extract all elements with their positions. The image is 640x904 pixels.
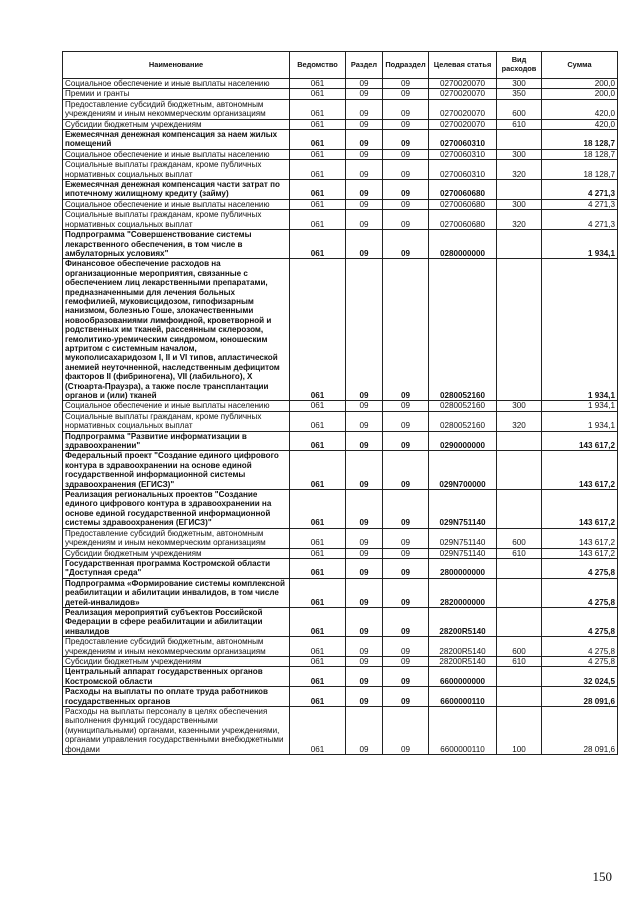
cell-vedomstvo: 061 <box>290 230 346 259</box>
cell-sum: 32 024,5 <box>542 667 618 687</box>
cell-podrazdel: 09 <box>383 259 429 401</box>
table-row <box>63 558 618 578</box>
cell-razdel: 09 <box>346 180 383 200</box>
cell-podrazdel: 09 <box>383 656 429 666</box>
cell-razdel: 09 <box>346 160 383 180</box>
cell-razdel: 09 <box>346 259 383 401</box>
header-name: Наименование <box>63 52 290 79</box>
cell-podrazdel: 09 <box>383 490 429 529</box>
cell-name: Государственная программа Костромской области "Доступная среда" <box>63 558 290 578</box>
cell-expense-type: 320 <box>497 210 542 230</box>
cell-podrazdel: 09 <box>383 401 429 411</box>
cell-name: Социальное обеспечение и иные выплаты населению <box>63 401 290 411</box>
cell-expense-type <box>497 667 542 687</box>
table-row <box>63 79 618 89</box>
table-row <box>63 528 618 548</box>
table-row <box>63 578 618 607</box>
cell-sum: 4 275,8 <box>542 637 618 657</box>
cell-name: Расходы на выплаты персоналу в целях обеспечения выполнения функций государственными (муниципальными) органами, казенными учреждениями, органами управления государственными внебюджетными фондами <box>63 707 290 755</box>
table-row <box>63 687 618 707</box>
cell-vedomstvo: 061 <box>290 558 346 578</box>
table-row <box>63 490 618 529</box>
cell-expense-type: 610 <box>497 119 542 129</box>
cell-sum: 18 128,7 <box>542 149 618 159</box>
cell-vedomstvo: 061 <box>290 548 346 558</box>
cell-name: Ежемесячная денежная компенсация за наем жилых помещений <box>63 130 290 150</box>
cell-razdel: 09 <box>346 578 383 607</box>
cell-expense-type <box>497 130 542 150</box>
cell-vedomstvo: 061 <box>290 259 346 401</box>
cell-vedomstvo: 061 <box>290 667 346 687</box>
cell-podrazdel: 09 <box>383 89 429 99</box>
table-row <box>63 180 618 200</box>
cell-target-article: 28200R5140 <box>429 607 497 636</box>
cell-podrazdel: 09 <box>383 431 429 451</box>
cell-sum: 1 934,1 <box>542 230 618 259</box>
table-row <box>63 431 618 451</box>
cell-vedomstvo: 061 <box>290 687 346 707</box>
cell-sum: 420,0 <box>542 99 618 119</box>
cell-name: Субсидии бюджетным учреждениям <box>63 548 290 558</box>
cell-target-article: 0270020070 <box>429 79 497 89</box>
cell-expense-type: 300 <box>497 149 542 159</box>
cell-podrazdel: 09 <box>383 548 429 558</box>
table-row <box>63 160 618 180</box>
cell-podrazdel: 09 <box>383 607 429 636</box>
cell-sum: 143 617,2 <box>542 548 618 558</box>
cell-target-article: 6600000000 <box>429 667 497 687</box>
cell-target-article: 6600000110 <box>429 707 497 755</box>
cell-razdel: 09 <box>346 451 383 490</box>
cell-podrazdel: 09 <box>383 160 429 180</box>
cell-razdel: 09 <box>346 558 383 578</box>
cell-target-article: 0270060680 <box>429 199 497 209</box>
cell-expense-type: 600 <box>497 528 542 548</box>
table-row <box>63 259 618 401</box>
cell-name: Субсидии бюджетным учреждениям <box>63 656 290 666</box>
cell-vedomstvo: 061 <box>290 528 346 548</box>
cell-razdel: 09 <box>346 687 383 707</box>
cell-vedomstvo: 061 <box>290 89 346 99</box>
cell-expense-type: 300 <box>497 79 542 89</box>
cell-name: Федеральный проект "Создание единого цифрового контура в здравоохранении на основе единой государственной информационной системы здравоохранения (ЕГИСЗ)" <box>63 451 290 490</box>
cell-name: Ежемесячная денежная компенсация части затрат по ипотечному жилищному кредиту (займу) <box>63 180 290 200</box>
cell-sum: 18 128,7 <box>542 160 618 180</box>
cell-sum: 4 275,8 <box>542 607 618 636</box>
cell-name: Социальное обеспечение и иные выплаты населению <box>63 79 290 89</box>
cell-sum: 200,0 <box>542 79 618 89</box>
cell-name: Подпрограмма "Развитие информатизации в здравоохранении" <box>63 431 290 451</box>
cell-expense-type <box>497 607 542 636</box>
cell-target-article: 0270060680 <box>429 210 497 230</box>
cell-razdel: 09 <box>346 707 383 755</box>
cell-target-article: 28200R5140 <box>429 637 497 657</box>
cell-razdel: 09 <box>346 149 383 159</box>
cell-target-article: 28200R5140 <box>429 656 497 666</box>
cell-podrazdel: 09 <box>383 667 429 687</box>
cell-podrazdel: 09 <box>383 199 429 209</box>
cell-expense-type: 350 <box>497 89 542 99</box>
cell-podrazdel: 09 <box>383 210 429 230</box>
cell-podrazdel: 09 <box>383 707 429 755</box>
cell-podrazdel: 09 <box>383 230 429 259</box>
cell-podrazdel: 09 <box>383 180 429 200</box>
table-row <box>63 130 618 150</box>
cell-podrazdel: 09 <box>383 130 429 150</box>
cell-podrazdel: 09 <box>383 79 429 89</box>
cell-name: Подпрограмма "Совершенствование системы лекарственного обеспечения, в том числе в амбулаторных условиях" <box>63 230 290 259</box>
cell-expense-type: 100 <box>497 707 542 755</box>
cell-sum: 4 275,8 <box>542 656 618 666</box>
table-body <box>63 79 618 755</box>
cell-target-article: 0290000000 <box>429 431 497 451</box>
cell-sum: 4 271,3 <box>542 180 618 200</box>
cell-vedomstvo: 061 <box>290 199 346 209</box>
cell-name: Социальные выплаты гражданам, кроме публичных нормативных социальных выплат <box>63 160 290 180</box>
cell-name: Социальные выплаты гражданам, кроме публичных нормативных социальных выплат <box>63 411 290 431</box>
cell-podrazdel: 09 <box>383 578 429 607</box>
cell-sum: 1 934,1 <box>542 411 618 431</box>
cell-expense-type <box>497 431 542 451</box>
cell-sum: 143 617,2 <box>542 528 618 548</box>
cell-sum: 200,0 <box>542 89 618 99</box>
cell-sum: 1 934,1 <box>542 401 618 411</box>
cell-razdel: 09 <box>346 199 383 209</box>
cell-name: Подпрограмма «Формирование системы комплексной реабилитации и абилитации инвалидов, в том числе детей-инвалидов» <box>63 578 290 607</box>
table-row <box>63 607 618 636</box>
cell-expense-type: 600 <box>497 637 542 657</box>
cell-name: Расходы на выплаты по оплате труда работников государственных органов <box>63 687 290 707</box>
cell-target-article: 0270060310 <box>429 130 497 150</box>
cell-target-article: 0270020070 <box>429 99 497 119</box>
cell-podrazdel: 09 <box>383 451 429 490</box>
cell-expense-type <box>497 259 542 401</box>
cell-sum: 28 091,6 <box>542 707 618 755</box>
cell-razdel: 09 <box>346 89 383 99</box>
cell-vedomstvo: 061 <box>290 490 346 529</box>
budget-table <box>62 51 618 755</box>
cell-target-article: 0270060680 <box>429 180 497 200</box>
cell-podrazdel: 09 <box>383 99 429 119</box>
table-row <box>63 89 618 99</box>
cell-vedomstvo: 061 <box>290 431 346 451</box>
cell-vedomstvo: 061 <box>290 656 346 666</box>
cell-name: Финансовое обеспечение расходов на организационные мероприятия, связанные с обеспечением лиц лекарственными препаратами, предназначенными для лечения больных гемофилией, муковисцидозом, гипофизарным нанизмом, болезнью Гоше, злокачественными новообразованиями лимфоидной, кроветворной и родственных им тканей, рассеянным склерозом, гемолитико-уремическим синдромом, юношеским артритом с системным началом, мукополисахаридозом I, II и VI типов, апластической анемией неуточненной, наследственным дефицитом факторов II (фибриногена), VII (лабильного), X (Стюарта-Праузра), а также после трансплантации органов и (или) тканей <box>63 259 290 401</box>
cell-podrazdel: 09 <box>383 558 429 578</box>
cell-razdel: 09 <box>346 667 383 687</box>
cell-razdel: 09 <box>346 79 383 89</box>
cell-target-article: 029N700000 <box>429 451 497 490</box>
cell-vedomstvo: 061 <box>290 411 346 431</box>
cell-expense-type <box>497 490 542 529</box>
cell-razdel: 09 <box>346 210 383 230</box>
table-row <box>63 656 618 666</box>
cell-expense-type <box>497 687 542 707</box>
cell-vedomstvo: 061 <box>290 578 346 607</box>
cell-razdel: 09 <box>346 130 383 150</box>
table-row <box>63 210 618 230</box>
cell-target-article: 029N751140 <box>429 490 497 529</box>
page-number: 150 <box>592 869 612 884</box>
cell-vedomstvo: 061 <box>290 707 346 755</box>
cell-target-article: 0280052160 <box>429 411 497 431</box>
cell-name: Предоставление субсидий бюджетным, автономным учреждениям и иным некоммерческим организациям <box>63 528 290 548</box>
table-row <box>63 230 618 259</box>
cell-sum: 18 128,7 <box>542 130 618 150</box>
table-row <box>63 119 618 129</box>
cell-razdel: 09 <box>346 431 383 451</box>
header-podrazdel: Подраздел <box>383 52 429 79</box>
cell-vedomstvo: 061 <box>290 210 346 230</box>
cell-name: Премии и гранты <box>63 89 290 99</box>
cell-sum: 1 934,1 <box>542 259 618 401</box>
cell-expense-type <box>497 451 542 490</box>
header-sum: Сумма <box>542 52 618 79</box>
cell-sum: 4 275,8 <box>542 558 618 578</box>
table-row <box>63 149 618 159</box>
cell-target-article: 0270060310 <box>429 149 497 159</box>
cell-name: Центральный аппарат государственных органов Костромской области <box>63 667 290 687</box>
cell-target-article: 0270060310 <box>429 160 497 180</box>
cell-razdel: 09 <box>346 99 383 119</box>
cell-vedomstvo: 061 <box>290 180 346 200</box>
cell-expense-type: 300 <box>497 401 542 411</box>
table-header-row <box>63 52 618 79</box>
cell-podrazdel: 09 <box>383 149 429 159</box>
cell-sum: 143 617,2 <box>542 451 618 490</box>
cell-expense-type: 300 <box>497 199 542 209</box>
cell-expense-type: 320 <box>497 160 542 180</box>
cell-expense-type <box>497 558 542 578</box>
cell-podrazdel: 09 <box>383 528 429 548</box>
cell-name: Социальные выплаты гражданам, кроме публичных нормативных социальных выплат <box>63 210 290 230</box>
cell-podrazdel: 09 <box>383 637 429 657</box>
cell-razdel: 09 <box>346 401 383 411</box>
table-row <box>63 667 618 687</box>
cell-razdel: 09 <box>346 230 383 259</box>
cell-razdel: 09 <box>346 548 383 558</box>
cell-podrazdel: 09 <box>383 687 429 707</box>
header-expense-type: Вид расходов <box>497 52 542 79</box>
table-row <box>63 199 618 209</box>
cell-name: Реализация мероприятий субъектов Российской Федерации в сфере реабилитации и абилитации инвалидов <box>63 607 290 636</box>
cell-podrazdel: 09 <box>383 411 429 431</box>
cell-target-article: 0280052160 <box>429 259 497 401</box>
cell-target-article: 0280052160 <box>429 401 497 411</box>
cell-expense-type: 610 <box>497 548 542 558</box>
cell-vedomstvo: 061 <box>290 451 346 490</box>
table-row <box>63 548 618 558</box>
cell-razdel: 09 <box>346 637 383 657</box>
cell-name: Предоставление субсидий бюджетным, автономным учреждениям и иным некоммерческим организациям <box>63 637 290 657</box>
cell-target-article: 029N751140 <box>429 548 497 558</box>
cell-target-article: 2820000000 <box>429 578 497 607</box>
cell-expense-type <box>497 230 542 259</box>
cell-target-article: 0270020070 <box>429 119 497 129</box>
cell-sum: 143 617,2 <box>542 490 618 529</box>
table-row <box>63 637 618 657</box>
cell-name: Предоставление субсидий бюджетным, автономным учреждениям и иным некоммерческим организациям <box>63 99 290 119</box>
table-row <box>63 401 618 411</box>
cell-vedomstvo: 061 <box>290 607 346 636</box>
cell-expense-type: 600 <box>497 99 542 119</box>
cell-vedomstvo: 061 <box>290 401 346 411</box>
cell-vedomstvo: 061 <box>290 160 346 180</box>
cell-razdel: 09 <box>346 411 383 431</box>
header-vedomstvo: Ведомство <box>290 52 346 79</box>
cell-expense-type <box>497 578 542 607</box>
cell-sum: 4 271,3 <box>542 199 618 209</box>
table-row <box>63 451 618 490</box>
cell-target-article: 2800000000 <box>429 558 497 578</box>
cell-target-article: 0270020070 <box>429 89 497 99</box>
cell-name: Реализация региональных проектов "Создание единого цифрового контура в здравоохранении на основе единой государственной информационной системы здравоохранения (ЕГИСЗ)" <box>63 490 290 529</box>
cell-expense-type: 610 <box>497 656 542 666</box>
cell-vedomstvo: 061 <box>290 119 346 129</box>
cell-sum: 28 091,6 <box>542 687 618 707</box>
cell-name: Социальное обеспечение и иные выплаты населению <box>63 149 290 159</box>
cell-vedomstvo: 061 <box>290 79 346 89</box>
cell-target-article: 029N751140 <box>429 528 497 548</box>
cell-sum: 4 275,8 <box>542 578 618 607</box>
cell-podrazdel: 09 <box>383 119 429 129</box>
table-row <box>63 707 618 755</box>
cell-name: Социальное обеспечение и иные выплаты населению <box>63 199 290 209</box>
budget-table-sheet <box>62 51 617 755</box>
cell-sum: 4 271,3 <box>542 210 618 230</box>
cell-name: Субсидии бюджетным учреждениям <box>63 119 290 129</box>
cell-razdel: 09 <box>346 607 383 636</box>
cell-vedomstvo: 061 <box>290 99 346 119</box>
table-row <box>63 99 618 119</box>
header-razdel: Раздел <box>346 52 383 79</box>
table-row <box>63 411 618 431</box>
header-target-article: Целевая статья <box>429 52 497 79</box>
cell-vedomstvo: 061 <box>290 130 346 150</box>
cell-target-article: 0280000000 <box>429 230 497 259</box>
cell-vedomstvo: 061 <box>290 149 346 159</box>
cell-razdel: 09 <box>346 490 383 529</box>
cell-expense-type: 320 <box>497 411 542 431</box>
cell-razdel: 09 <box>346 528 383 548</box>
cell-target-article: 6600000110 <box>429 687 497 707</box>
cell-razdel: 09 <box>346 656 383 666</box>
cell-expense-type <box>497 180 542 200</box>
cell-sum: 143 617,2 <box>542 431 618 451</box>
cell-vedomstvo: 061 <box>290 637 346 657</box>
cell-sum: 420,0 <box>542 119 618 129</box>
cell-razdel: 09 <box>346 119 383 129</box>
